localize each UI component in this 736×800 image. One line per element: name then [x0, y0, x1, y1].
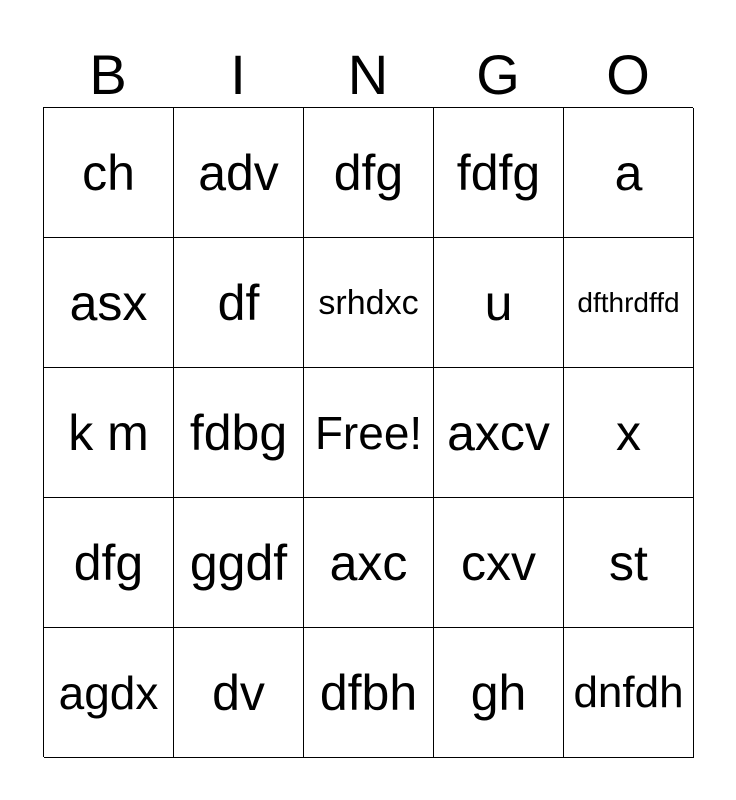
bingo-cell-r2c5[interactable]: dfthrdffd — [564, 238, 694, 368]
bingo-cell-r3c5[interactable]: x — [564, 368, 694, 498]
bingo-cell-r2c4[interactable]: u — [434, 238, 564, 368]
bingo-cell-r1c4[interactable]: fdfg — [434, 108, 564, 238]
bingo-cell-r5c2[interactable]: dv — [174, 628, 304, 758]
bingo-cell-r4c1[interactable]: dfg — [44, 498, 174, 628]
bingo-board — [43, 107, 693, 757]
bingo-cell-r5c5[interactable]: dnfdh — [564, 628, 694, 758]
bingo-header — [43, 42, 693, 108]
bingo-cell-r3c4[interactable]: axcv — [434, 368, 564, 498]
bingo-cell-r3c2[interactable]: fdbg — [174, 368, 304, 498]
bingo-cell-r2c2[interactable]: df — [174, 238, 304, 368]
bingo-cell-r1c5[interactable]: a — [564, 108, 694, 238]
header-letter-o: O — [606, 43, 650, 106]
bingo-cell-r5c1[interactable]: agdx — [44, 628, 174, 758]
bingo-cell-r3c3-free[interactable]: Free! — [304, 368, 434, 498]
bingo-cell-r1c2[interactable]: adv — [174, 108, 304, 238]
header-letter-g: G — [476, 43, 520, 106]
header-letter-i: I — [230, 43, 246, 106]
bingo-cell-r4c2[interactable]: ggdf — [174, 498, 304, 628]
bingo-cell-r4c5[interactable]: st — [564, 498, 694, 628]
header-letter-n: N — [347, 43, 389, 106]
bingo-cell-r4c4[interactable]: cxv — [434, 498, 564, 628]
bingo-cell-r2c1[interactable]: asx — [44, 238, 174, 368]
bingo-cell-r1c3[interactable]: dfg — [304, 108, 434, 238]
bingo-cell-r5c4[interactable]: gh — [434, 628, 564, 758]
bingo-cell-r4c3[interactable]: axc — [304, 498, 434, 628]
bingo-cell-r2c3[interactable]: srhdxc — [304, 238, 434, 368]
bingo-cell-r3c1[interactable]: k m — [44, 368, 174, 498]
bingo-cell-r5c3[interactable]: dfbh — [304, 628, 434, 758]
header-letter-b: B — [89, 43, 127, 106]
bingo-cell-r1c1[interactable]: ch — [44, 108, 174, 238]
